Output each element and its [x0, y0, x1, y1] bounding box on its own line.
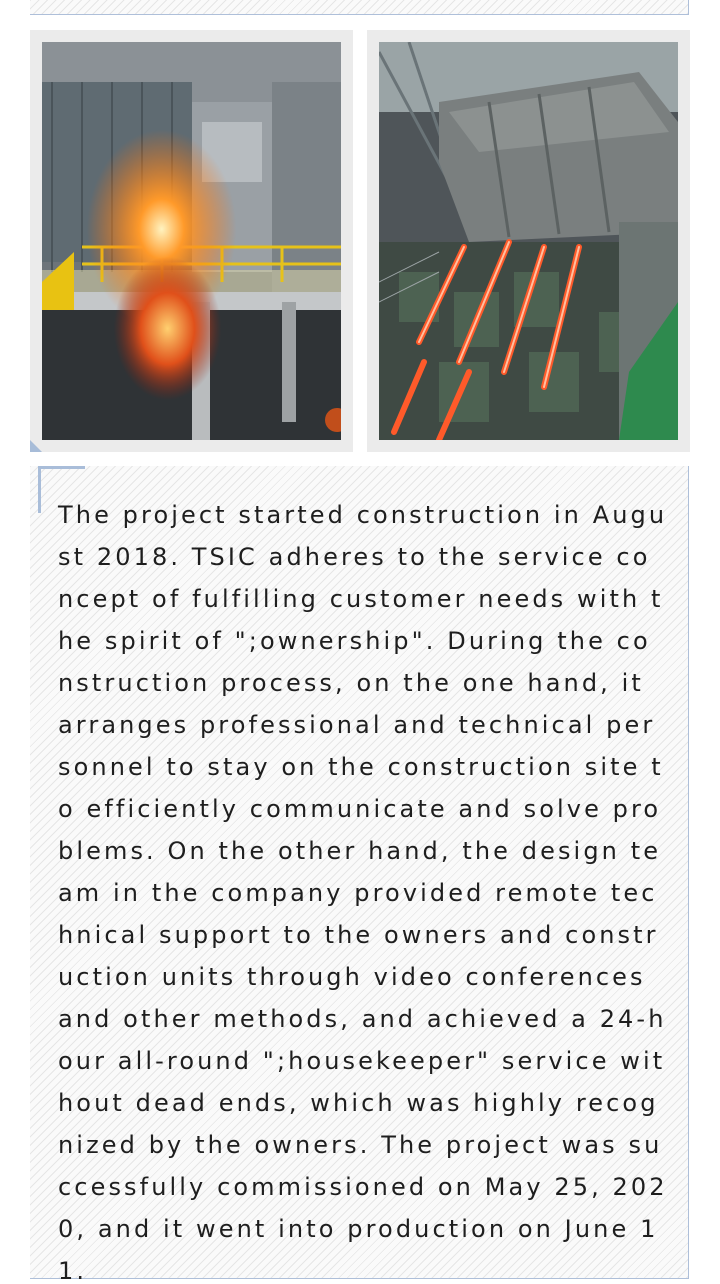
- corner-accent: [30, 440, 42, 452]
- article-text-card: [30, 466, 689, 1284]
- rolling-mill-photo: [379, 42, 678, 440]
- top-decorative-strip: [30, 0, 689, 15]
- furnace-photo: [42, 42, 341, 440]
- photo-frame-right: [367, 30, 690, 452]
- rolling-mill-photo-image: [379, 42, 678, 440]
- photo-frame-left: [30, 30, 353, 452]
- furnace-photo-image: [42, 42, 341, 440]
- article-paragraph: The project started construction in August 2018. TSIC adheres to the service concept of fulfilling customer needs with the spirit of ";ownership". During the construction process, on the one hand, it arranges professional and technical personnel to stay on the construction site to efficiently communicate and solve problems. On the other hand, the design team in the company provided remote technical support to the owners and construction units through video conferences and other methods, and achieved a 24-hour all-round ";housekeeper" service without dead ends, which was highly recognized by the owners. The project was successfully commissioned on May 25, 2020, and it went into production on June 11.: [58, 501, 668, 1284]
